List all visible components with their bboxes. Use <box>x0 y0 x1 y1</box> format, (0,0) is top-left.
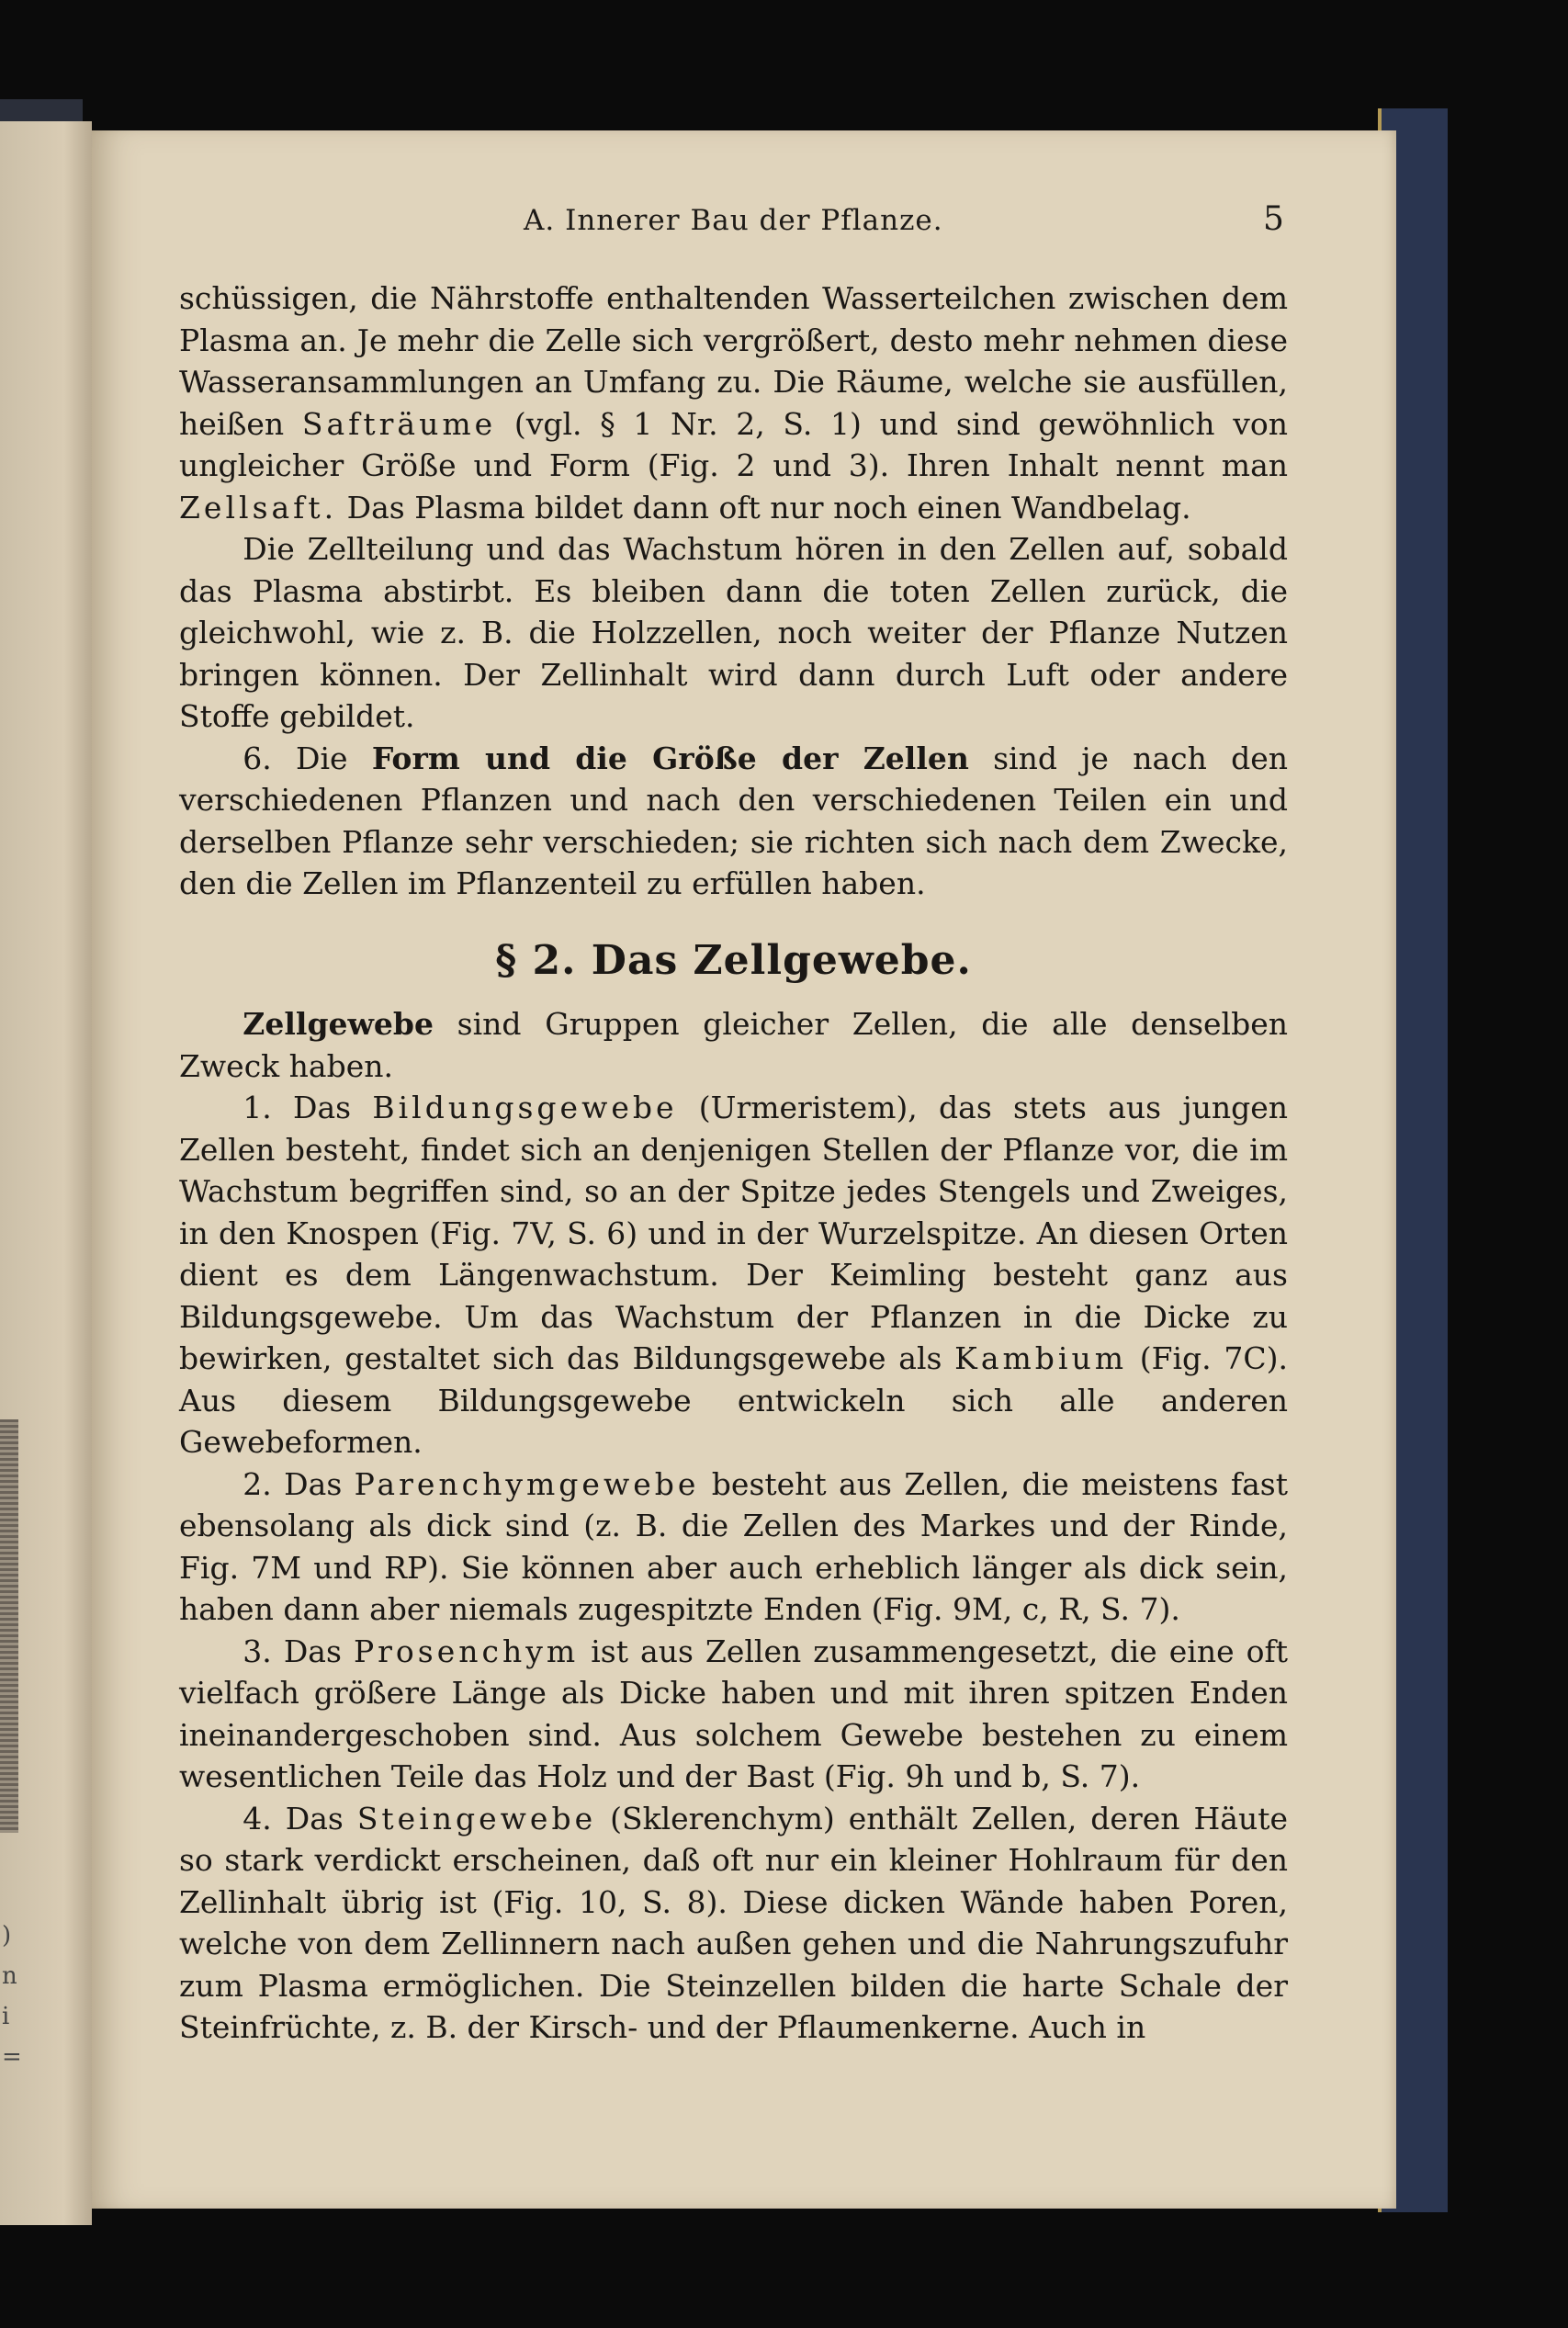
left-page-margin-marks <box>2 1916 22 2081</box>
book-page <box>92 130 1396 2209</box>
left-page-illustration-fragment <box>0 1419 18 1833</box>
term: Steingewebe <box>356 1800 597 1836</box>
bold-term: Form und die Größe der Zellen <box>371 740 969 776</box>
left-page-edge <box>0 121 92 2225</box>
term: Zellsaft. <box>179 489 338 525</box>
paragraph: Zellgewebe sind Gruppen gleicher Zellen, die alle denselben Zweck haben. <box>179 1006 1288 1084</box>
paragraph: 3. Das Prosenchym ist aus Zellen zusammengesetzt, die eine oft vielfach größere Länge als Dicke haben und mit ihren spitzen Enden ineinandergeschoben sind. Aus solchem Gewebe bestehen zu einem wesentlichen Teile das Holz und der Bast (Fig. 9h und b, S. 7). <box>179 1633 1288 1794</box>
bold-term: Zellgewebe <box>243 1006 434 1042</box>
paragraph: schüssigen, die Nährstoffe enthaltenden Wasserteilchen zwischen dem Plasma an. Je mehr die Zelle sich vergrößert, desto mehr nehmen diese Wasseransammlungen an Umfang zu. Die Räume, welche sie ausfüllen, heißen Safträume (vgl. § 1 Nr. 2, S. 1) und sind gewöhnlich von ungleicher Größe und Form (Fig. 2 und 3). Ihren Inhalt nennt man Zellsaft. Das Plasma bildet dann oft nur noch einen Wandbelag. <box>179 280 1289 525</box>
term: Bildungsgewebe <box>372 1090 678 1125</box>
term: Kambium <box>954 1340 1128 1376</box>
term: Prosenchym <box>353 1633 580 1669</box>
paragraph: Die Zellteilung und das Wachstum hören in den Zellen auf, sobald das Plasma abstirbt. Es bleiben dann die toten Zellen zurück, die gleichwohl, wie z. B. die Holzzellen, noch weiter der Pflanze Nutzen bringen können. Der Zellinhalt wird dann durch Luft oder andere Stoffe gebildet. <box>179 531 1288 734</box>
paragraph: 4. Das Steingewebe (Sklerenchym) enthält Zellen, deren Häute so stark verdickt erscheinen, daß oft nur ein kleiner Hohlraum für den Zellinhalt übrig ist (Fig. 10, S. 8). Diese dicken Wände haben Poren, welche von dem Zellinnern nach außen gehen und die Nahrungszufuhr zum Plasma ermöglichen. Die Steinzellen bilden die harte Schale der Steinfrüchte, z. B. der Kirsch- und der Pflaumenkerne. Auch in <box>179 1800 1288 2045</box>
margin-mark: i <box>2 2003 10 2030</box>
margin-mark: = <box>2 2043 22 2071</box>
running-header: A. Innerer Bau der Pflanze. <box>524 204 943 237</box>
term: Parenchymgewebe <box>354 1465 700 1502</box>
paragraph: 1. Das Bildungsgewebe (Urmeristem), das stets aus jungen Zellen besteht, findet sich an denjenigen Stellen der Pflanze vor, die im Wachstum begriffen sind, so an der Spitze jedes Stengels und Zweiges, in den Knospen (Fig. 7V, S. 6) und in der Wurzelspitze. An diesen Orten dient es dem Längenwachstum. Der Keimling besteht ganz aus Bildungsgewebe. Um das Wachstum der Pflanzen in die Dicke zu bewirken, gestaltet sich das Bildungsgewebe als Kambium (Fig. 7C). Aus diesem Bildungsgewebe entwickeln sich alle anderen Gewebeformen. <box>179 1090 1288 1460</box>
body-text <box>179 277 1288 2049</box>
margin-mark: ) <box>2 1922 12 1949</box>
section-heading: § 2. Das Zellgewebe. <box>495 936 972 984</box>
paragraph: 6. Die Form und die Größe der Zellen sind je nach den verschiedenen Pflanzen und nach den verschiedenen Teilen ein und derselben Pflanze sehr verschieden; sie richten sich nach dem Zwecke, den die Zellen im Pflanzenteil zu erfüllen haben. <box>179 740 1289 901</box>
paragraph: 2. Das Parenchymgewebe besteht aus Zellen, die meistens fast ebensolang als dick sind (z. B. die Zellen des Markes und der Rinde, Fig. 7M und RP). Sie können aber auch erheblich länger als dick sein, haben dann aber niemals zugespitzte Enden (Fig. 9M, c, R, S. 7). <box>179 1465 1288 1627</box>
page-number: 5 <box>1263 200 1284 238</box>
margin-mark: n <box>2 1962 17 1990</box>
term: Safträume <box>301 405 497 442</box>
